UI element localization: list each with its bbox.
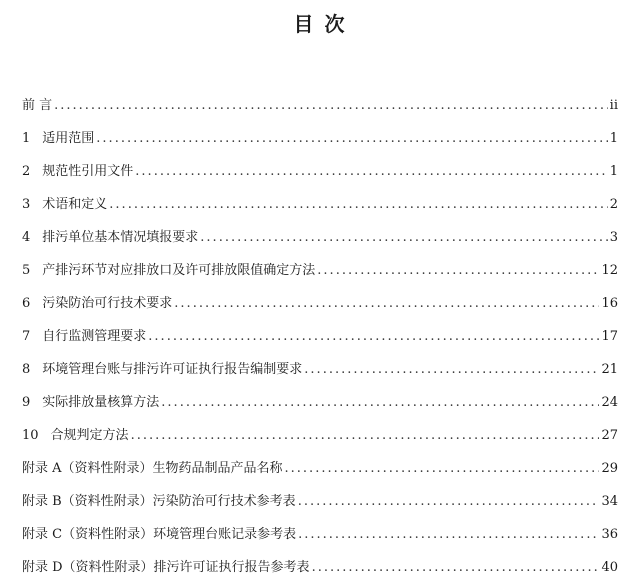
toc-entry-6[interactable] bbox=[22, 291, 618, 324]
toc-entry-number: 2 bbox=[22, 164, 31, 179]
toc-entry-10[interactable] bbox=[22, 423, 618, 456]
toc-entry-preface[interactable] bbox=[22, 93, 618, 126]
toc-entry-label: 前 言 bbox=[22, 98, 53, 113]
toc-leader-dots bbox=[317, 258, 599, 284]
toc-entry-label: 合规判定方法 bbox=[50, 428, 129, 443]
toc-entry-label: 适用范围 bbox=[42, 131, 95, 146]
toc-leader-dots bbox=[298, 489, 600, 515]
toc-entry-appendix-a[interactable] bbox=[22, 456, 618, 489]
toc-entry-page: 27 bbox=[601, 428, 618, 443]
toc-entry-label: 排污单位基本情况填报要求 bbox=[42, 230, 199, 245]
toc-entry-label: 污染防治可行技术要求 bbox=[42, 296, 173, 311]
toc-entry-3[interactable] bbox=[22, 192, 618, 225]
toc-entry-page: 2 bbox=[609, 197, 618, 212]
toc-entry-label: 规范性引用文件 bbox=[42, 164, 134, 179]
page-title: 目 次 bbox=[293, 12, 347, 36]
toc-entry-label: 附录 A（资料性附录）生物药品制品产品名称 bbox=[22, 461, 283, 476]
toc-entry-label: 实际排放量核算方法 bbox=[42, 395, 160, 410]
toc-entry-page: 36 bbox=[601, 527, 618, 542]
toc-leader-dots bbox=[200, 225, 607, 251]
toc-entry-page: 21 bbox=[601, 362, 618, 377]
toc-entry-label: 附录 D（资料性附录）排污许可证执行报告参考表 bbox=[22, 560, 310, 575]
toc-leader-dots bbox=[298, 522, 599, 548]
toc-leader-dots bbox=[131, 423, 600, 449]
toc-entry-5[interactable] bbox=[22, 258, 618, 291]
toc-entry-4[interactable] bbox=[22, 225, 618, 258]
toc-leader-dots bbox=[312, 555, 600, 581]
toc-entry-number: 8 bbox=[22, 362, 31, 377]
toc-entry-page: 1 bbox=[609, 164, 618, 179]
toc-entry-appendix-c[interactable] bbox=[22, 522, 618, 555]
toc-leader-dots bbox=[109, 192, 607, 218]
toc-entry-number: 5 bbox=[22, 263, 31, 278]
toc-entry-page: 24 bbox=[601, 395, 618, 410]
toc-entry-9[interactable] bbox=[22, 390, 618, 423]
toc-entry-appendix-b[interactable] bbox=[22, 489, 618, 522]
toc-leader-dots bbox=[161, 390, 599, 416]
toc-entry-page: 29 bbox=[601, 461, 618, 476]
toc-leader-dots bbox=[54, 93, 608, 119]
toc-entry-page: 17 bbox=[601, 329, 618, 344]
toc-entry-number: 9 bbox=[22, 395, 31, 410]
toc-leader-dots bbox=[174, 291, 599, 317]
toc-entry-appendix-d[interactable] bbox=[22, 555, 618, 588]
toc-leader-dots bbox=[135, 159, 607, 185]
toc-entry-1[interactable] bbox=[22, 126, 618, 159]
toc-leader-dots bbox=[285, 456, 600, 482]
toc-entry-label: 自行监测管理要求 bbox=[42, 329, 147, 344]
toc-entry-number: 1 bbox=[22, 131, 31, 146]
toc-entry-number: 7 bbox=[22, 329, 31, 344]
toc-entry-7[interactable] bbox=[22, 324, 618, 357]
toc-entry-number: 4 bbox=[22, 230, 31, 245]
toc-entry-page: 3 bbox=[609, 230, 618, 245]
toc-entry-page: 12 bbox=[601, 263, 618, 278]
toc-entry-page: ii bbox=[609, 98, 618, 113]
toc-entry-label: 产排污环节对应排放口及许可排放限值确定方法 bbox=[42, 263, 316, 278]
toc-entry-number: 10 bbox=[22, 428, 39, 443]
toc-leader-dots bbox=[96, 126, 607, 152]
toc-entry-page: 16 bbox=[601, 296, 618, 311]
toc-entry-label: 术语和定义 bbox=[42, 197, 108, 212]
toc-entry-page: 40 bbox=[601, 560, 618, 575]
toc-leader-dots bbox=[304, 357, 599, 383]
table-of-contents bbox=[22, 93, 618, 588]
toc-entry-page: 1 bbox=[609, 131, 618, 146]
toc-entry-label: 附录 B（资料性附录）污染防治可行技术参考表 bbox=[22, 494, 296, 509]
toc-entry-number: 6 bbox=[22, 296, 31, 311]
toc-entry-2[interactable] bbox=[22, 159, 618, 192]
toc-entry-number: 3 bbox=[22, 197, 31, 212]
toc-entry-label: 附录 C（资料性附录）环境管理台账记录参考表 bbox=[22, 527, 297, 542]
toc-entry-label: 环境管理台账与排污许可证执行报告编制要求 bbox=[42, 362, 303, 377]
toc-entry-8[interactable] bbox=[22, 357, 618, 390]
toc-entry-page: 34 bbox=[601, 494, 618, 509]
toc-leader-dots bbox=[148, 324, 599, 350]
